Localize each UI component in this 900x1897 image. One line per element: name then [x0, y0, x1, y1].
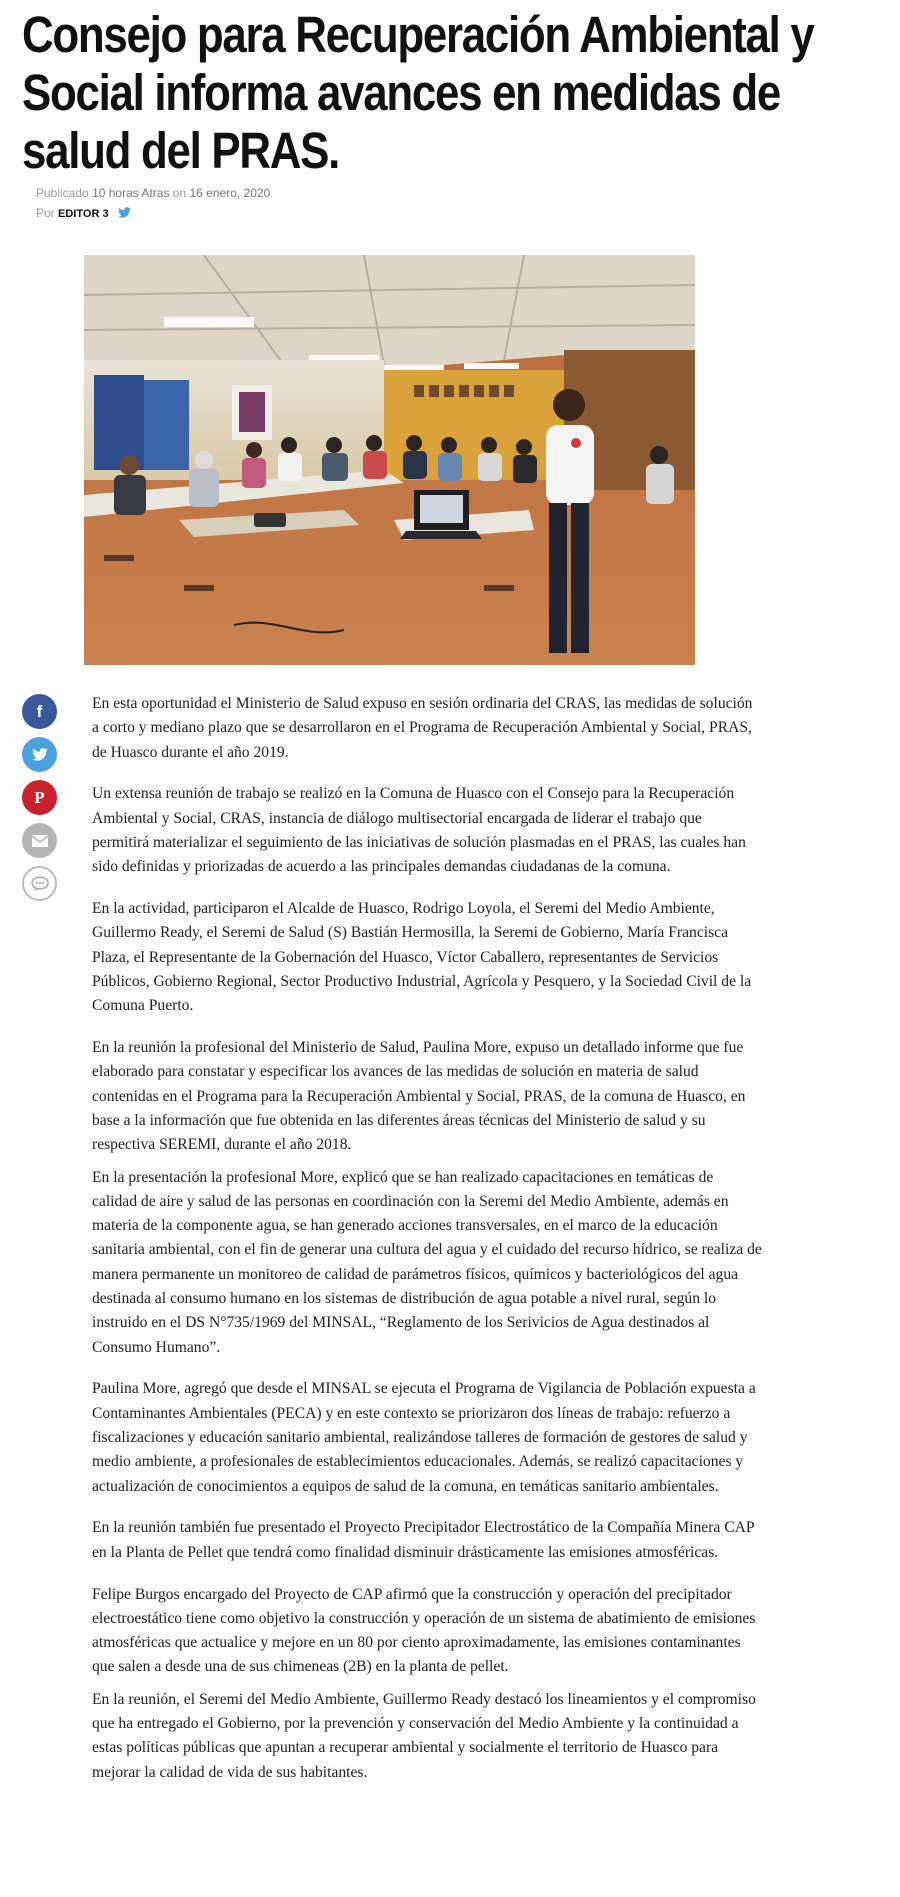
- paragraph: Felipe Burgos encargado del Proyecto de CAP afirmó que la construcción y operación del precipitador electroestático tiene como objetivo la construcción y operación de un sistema de abatimiento de emisiones atmosféricas que actualice y mejore en un 80 por ciento aproximadamente, las emisiones contaminantes que salen a desde una de sus chimeneas (2B) en la planta de pellet.: [92, 1585, 756, 1676]
- author-line: [36, 203, 270, 224]
- facebook-icon: f: [36, 701, 43, 721]
- paragraph: En la reunión también fue presentado el Proyecto Precipitador Electrostático de la Compañía Minera CAP en la Planta de Pellet que tendrá como finalidad disminuir drásticamente las emisiones atmosféricas.: [92, 1519, 754, 1561]
- paragraph: En la presentación la profesional More, explicó que se han realizado capacitaciones en temáticas de calidad de aire y salud de las personas en coordinación con la Seremi del Medio Ambiente, además en materia de la componente agua, se han generado acciones transversales, en el marco de la educación sanitaria ambiental, con el fin de generar una cultura del agua y el cuidado del recurso hídrico, se realiza de manera permanente un monitoreo de calidad de parámetros físicos, químicos y bacteriológicos del agua destinada al consumo humano en los sistemas de distribución de agua potable a nivel rural, según lo instruido en el DS N°735/1969 del MINSAL, “Reglamento de los Serivicios de Agua destinados al Consumo Humano”.: [92, 1168, 762, 1356]
- article-meta: [36, 183, 270, 224]
- article-photo: [84, 255, 695, 665]
- author-link[interactable]: EDITOR 3: [58, 208, 109, 220]
- twitter-share-button[interactable]: [22, 737, 57, 772]
- email-share-button[interactable]: [22, 823, 57, 858]
- paragraph: Paulina More, agregó que desde el MINSAL se ejecuta el Programa de Vigilancia de Población expuesta a Contaminantes Ambientales (PECA) y en este contexto se priorizaron dos líneas de trabajo: refuerzo a fiscalizaciones y educación sanitario ambiental, realizándose talleres de formación de gestores de salud y medio ambiente, a profesionales de establecimientos educacionales. Además, se realizó capacitaciones y actualización de conocimientos a equipos de salud de la comuna, en temáticas sanitario ambientales.: [92, 1380, 756, 1495]
- pinterest-share-button[interactable]: [22, 780, 57, 815]
- paragraph: En esta oportunidad el Ministerio de Salud expuso en sesión ordinaria del CRAS, las medidas de solución a corto y mediano plazo que se desarrollaron en el Programa de Recuperación Ambiental y Social, PRAS, de Huasco durante el año 2019.: [92, 695, 753, 761]
- by-label: Por: [36, 206, 55, 220]
- paragraph: En la actividad, participaron el Alcalde de Huasco, Rodrigo Loyola, el Seremi del Medio Ambiente, Guillermo Ready, el Seremi de Salud (S) Bastián Hermosilla, la Seremi de Gobierno, María Francisca Plaza, el Representante de la Gobernación del Huasco, Víctor Caballero, representantes de Servicios Públicos, Gobierno Regional, Sector Productivo Industrial, Agrícola y Pesquero, y la Sociedad Civil de la Comuna Puerto.: [92, 900, 752, 1015]
- article-title: Consejo para Recuperación Ambiental y Social informa avances en medidas de salud del PRAS.: [22, 6, 814, 179]
- share-bar: [22, 694, 58, 909]
- paragraph: En la reunión, el Seremi del Medio Ambiente, Guillermo Ready destacó los lineamientos y el compromiso que ha entregado el Gobierno, por la prevención y conservación del Medio Ambiente y la continuidad a estas políticas públicas que apuntan a recuperar ambiental y socialmente el territorio de Huasco para mejorar la calidad de vida de sus habitantes.: [92, 1690, 756, 1781]
- pinterest-icon: P: [34, 787, 45, 807]
- paragraph: En la reunión la profesional del Ministerio de Salud, Paulina More, expuso un detallado informe que fue elaborado para constatar y especificar los avances de las medidas de solución en materia de salud contenidas en el Programa para la Recuperación Ambiental y Social, PRAS, de la comuna de Huasco, en base a la información que fue obtenida en las diferentes áreas técnicas del Ministerio de salud y su respectiva SEREMI, durante el año 2018.: [92, 1039, 746, 1154]
- comments-icon: [31, 876, 49, 892]
- meeting-room-photo: [84, 255, 695, 665]
- published-line: [36, 183, 270, 203]
- paragraph: Un extensa reunión de trabajo se realizó en la Comuna de Huasco con el Consejo para la Recuperación Ambiental y Social, CRAS, instancia de diálogo multisectorial encargada de liderar el trabajo que permitirá materializar el seguimiento de las iniciativas de solución plasmadas en el PRAS, las cuales han sido definidas y priorizadas de acuerdo a las principales demandas ciudadanas de la comuna.: [92, 785, 746, 876]
- twitter-icon: [32, 748, 48, 761]
- comments-button[interactable]: [22, 866, 57, 901]
- on-label: on: [172, 186, 187, 200]
- facebook-share-button[interactable]: [22, 694, 57, 729]
- published-relative: 10 horas Atras: [92, 186, 170, 200]
- email-icon: [32, 835, 48, 847]
- published-label: Publicado: [36, 186, 89, 200]
- article-body: [92, 692, 762, 1802]
- published-date: 16 enero, 2020: [189, 186, 271, 200]
- twitter-icon[interactable]: [118, 204, 131, 224]
